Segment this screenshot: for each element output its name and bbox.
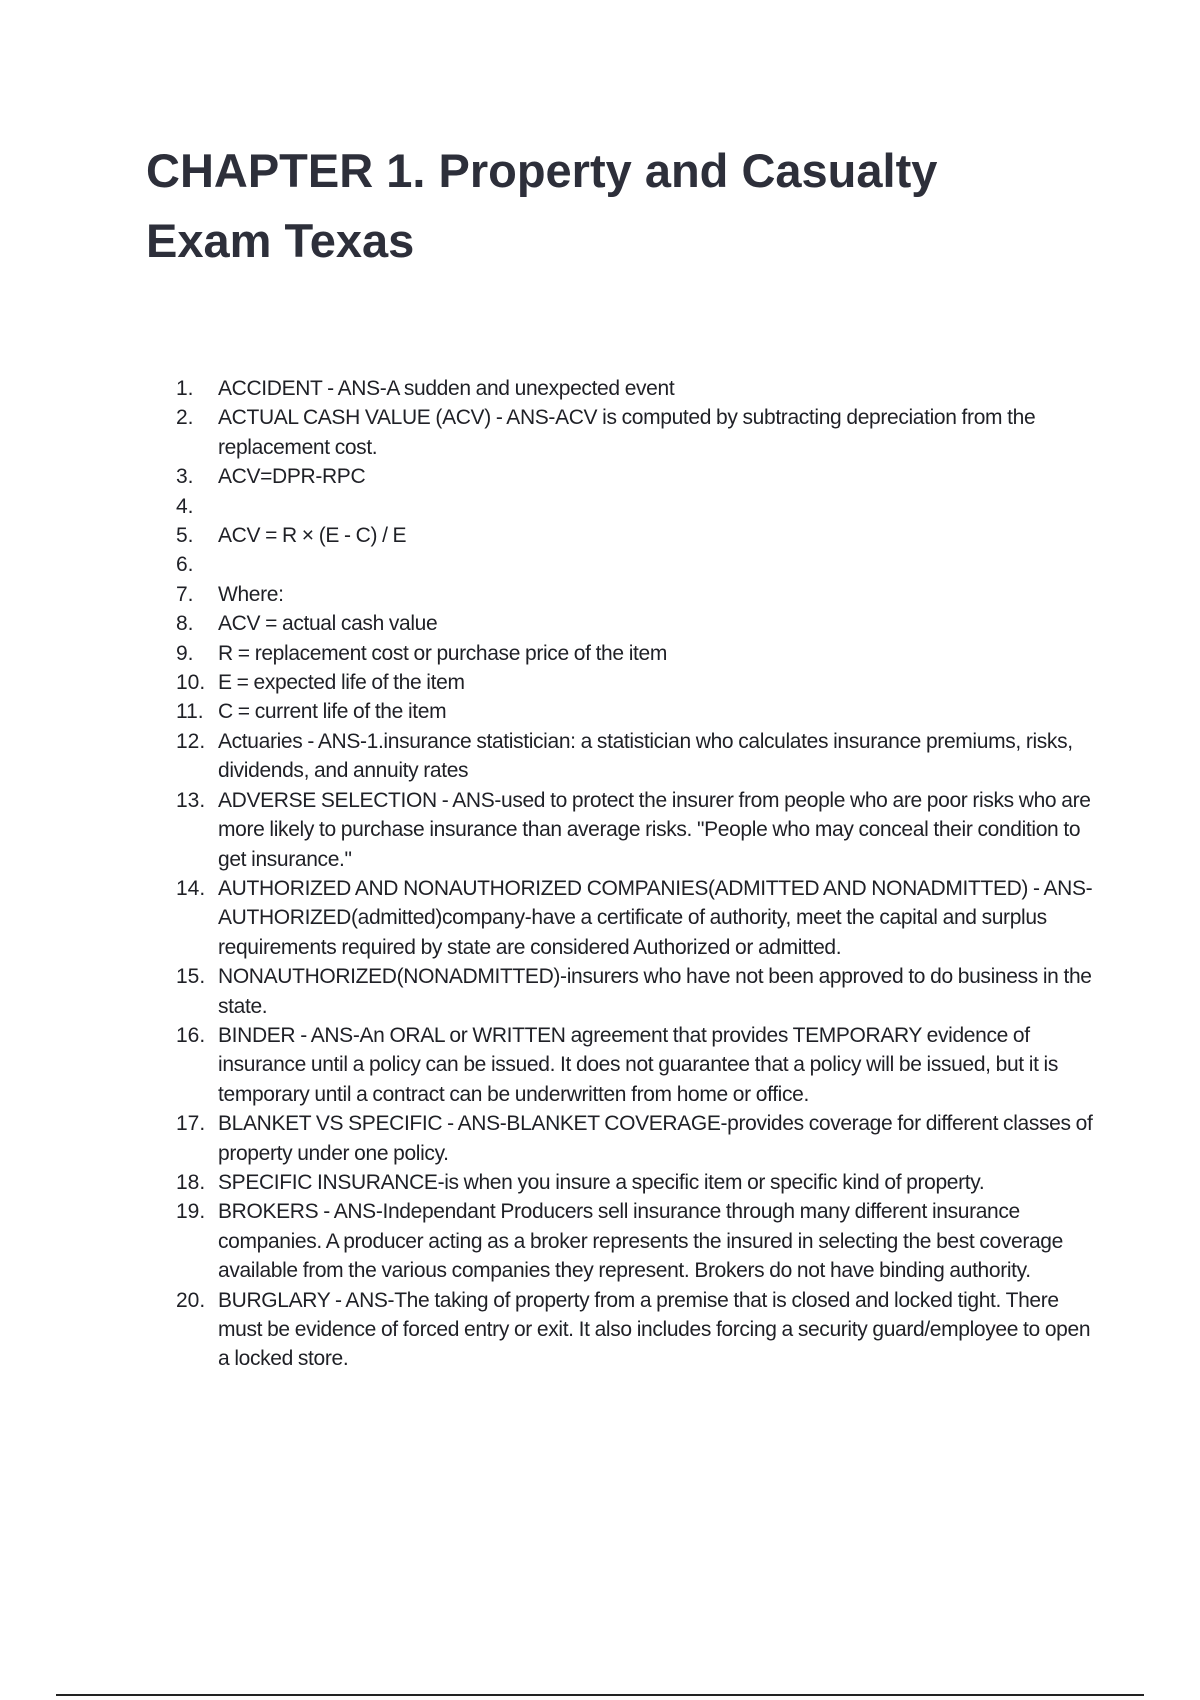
list-item <box>176 1021 1096 1109</box>
list-item <box>176 639 1096 668</box>
item-text: E = expected life of the item <box>218 671 465 695</box>
item-number: 14. <box>176 876 206 900</box>
item-number: 1. <box>176 377 194 400</box>
list-item <box>176 668 1096 697</box>
page-title <box>146 136 1046 276</box>
item-text: BROKERS - ANS-Independant Producers sell insurance through many different insurance companies. A producer acting as a broker represents the insured in selecting the best coverage available from the various companies they represent. Brokers do not have binding authority. <box>218 1200 1063 1283</box>
item-text: ADVERSE SELECTION - ANS-used to protect the insurer from people who are poor risks who are more likely to purchase insurance than average risks. "People who may conceal their condition to get insurance." <box>218 788 1091 871</box>
item-number: 13. <box>176 788 206 812</box>
list-item <box>176 550 1096 579</box>
item-number: 18. <box>176 1170 206 1194</box>
item-number: 3. <box>176 465 194 489</box>
item-number: 15. <box>176 965 206 989</box>
list-item <box>176 1197 1096 1285</box>
list-item <box>176 521 1096 550</box>
item-number: 6. <box>176 553 194 577</box>
page-title-line-2: Exam Texas <box>146 214 415 267</box>
list-item <box>176 492 1096 521</box>
item-text: C = current life of the item <box>218 700 447 724</box>
item-number: 8. <box>176 612 194 636</box>
item-text: ACCIDENT - ANS-A sudden and unexpected event <box>218 377 675 400</box>
item-number: 16. <box>176 1023 206 1047</box>
item-number: 12. <box>176 729 206 753</box>
definitions-list <box>176 374 1096 1374</box>
list-item <box>176 962 1096 1021</box>
item-text: SPECIFIC INSURANCE-is when you insure a specific item or specific kind of property. <box>218 1170 985 1194</box>
item-number: 17. <box>176 1112 206 1136</box>
list-item <box>176 874 1096 962</box>
item-number: 11. <box>176 700 204 724</box>
list-item <box>176 462 1096 491</box>
list-item <box>176 1168 1096 1197</box>
item-number: 2. <box>176 406 194 430</box>
item-number: 4. <box>176 494 194 518</box>
item-text: BURGLARY - ANS-The taking of property from a premise that is closed and locked tight. There must be evidence of forced entry or exit. It also includes forcing a security guard/employee to open a locked store. <box>218 1288 1091 1371</box>
list-item <box>176 786 1096 874</box>
list-item <box>176 1109 1096 1168</box>
list-item <box>176 609 1096 638</box>
item-text: BINDER - ANS-An ORAL or WRITTEN agreement that provides TEMPORARY evidence of insurance until a policy can be issued. It does not guarantee that a policy will be issued, but it is temporary until a contract can be underwritten from home or office. <box>218 1023 1059 1106</box>
item-text <box>218 550 1096 579</box>
list-item <box>176 697 1096 726</box>
item-number: 7. <box>176 582 194 606</box>
list-item <box>176 374 1096 403</box>
list-item <box>176 403 1096 462</box>
list-item <box>176 727 1096 786</box>
list-item <box>176 580 1096 609</box>
item-text: ACV = R × (E - C) / E <box>218 524 407 548</box>
item-text <box>218 492 1096 521</box>
item-text: AUTHORIZED AND NONAUTHORIZED COMPANIES(ADMITTED AND NONADMITTED) - ANS-AUTHORIZED(admitted)company-have a certificate of authority, meet the capital and surplus requirements required by state are considered Authorized or admitted. <box>218 876 1093 959</box>
item-number: 10. <box>176 671 206 695</box>
page-title-line-1: CHAPTER 1. Property and Casualty <box>146 144 938 197</box>
item-text: NONAUTHORIZED(NONADMITTED)-insurers who have not been approved to do business in the state. <box>218 965 1092 1018</box>
item-text: ACV = actual cash value <box>218 612 438 636</box>
list-item <box>176 1286 1096 1374</box>
item-text: ACTUAL CASH VALUE (ACV) - ANS-ACV is computed by subtracting depreciation from the replacement cost. <box>218 406 1036 459</box>
item-text: BLANKET VS SPECIFIC - ANS-BLANKET COVERAGE-provides coverage for different classes of property under one policy. <box>218 1112 1093 1165</box>
item-number: 19. <box>176 1200 206 1224</box>
item-text: R = replacement cost or purchase price of the item <box>218 641 667 665</box>
footer-divider <box>56 1694 1144 1696</box>
item-text: Actuaries - ANS-1.insurance statistician: a statistician who calculates insurance premiums, risks, dividends, and annuity rates <box>218 729 1073 783</box>
item-text: ACV=DPR-RPC <box>218 465 366 489</box>
item-number: 9. <box>176 641 194 665</box>
item-number: 5. <box>176 524 194 548</box>
item-number: 20. <box>176 1288 206 1312</box>
item-text: Where: <box>218 582 284 606</box>
